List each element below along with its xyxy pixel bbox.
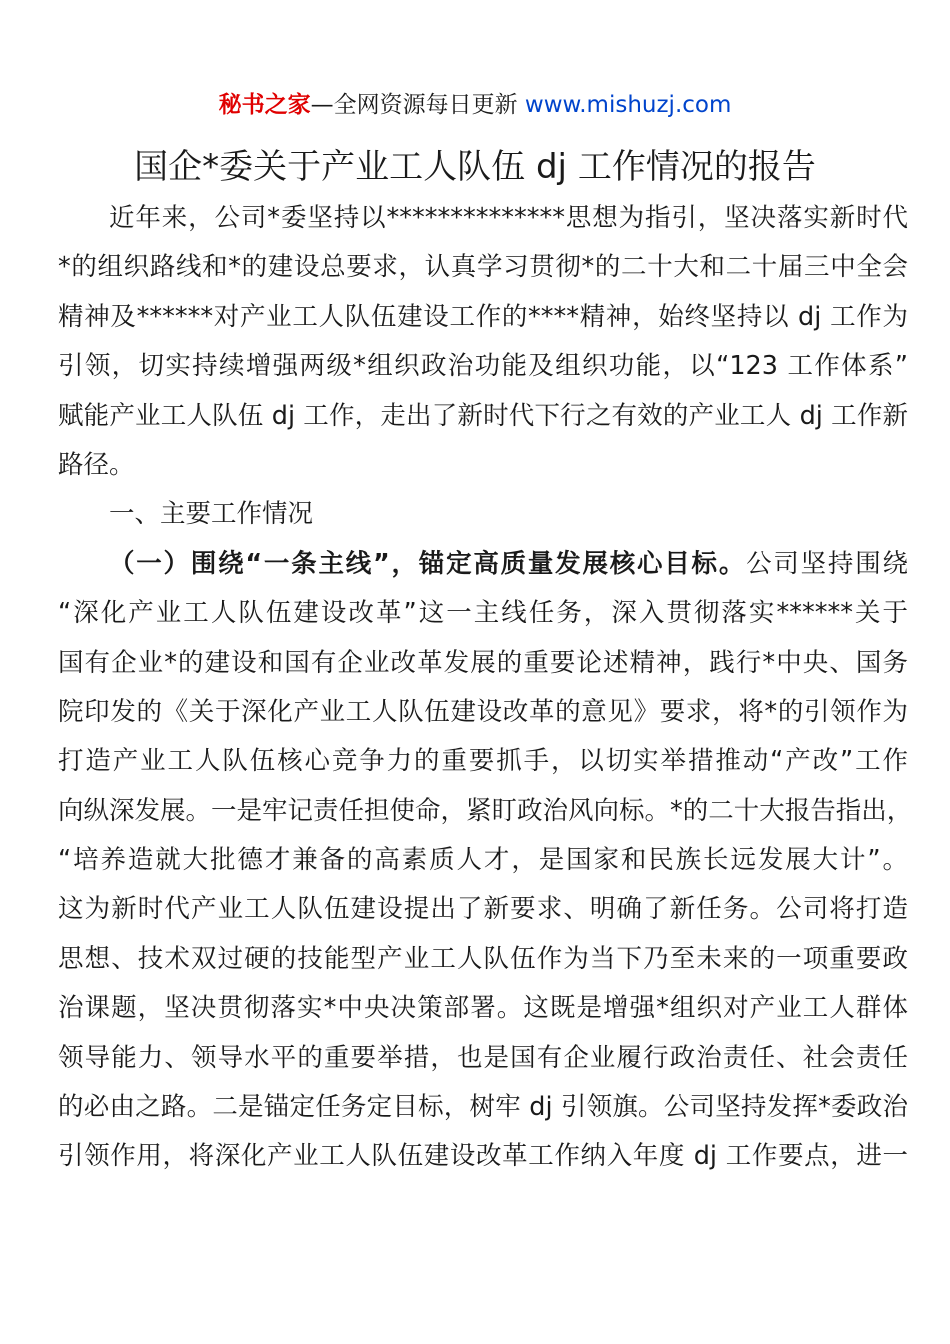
paragraph-line: 赋能产业工人队伍 dj 工作，走出了新时代下行之有效的产业工人 dj 工作新 <box>58 400 908 431</box>
brand-name: 秘书之家 <box>218 92 311 118</box>
paragraph-text: 公司坚持围绕 <box>746 548 908 579</box>
paragraph-line: 引领作用，将深化产业工人队伍建设改革工作纳入年度 dj 工作要点，进一 <box>58 1141 908 1172</box>
paragraph-line: “深化产业工人队伍建设改革”这一主线任务，深入贯彻落实******关于 <box>58 598 908 629</box>
paragraph-line: 院印发的《关于深化产业工人队伍建设改革的意见》要求，将*的引领作为 <box>58 696 908 727</box>
subsection-heading: （一）围绕“一条主线”，锚定高质量发展核心目标。 <box>109 548 747 579</box>
paragraph-line: 精神及******对产业工人队伍建设工作的****精神，始终坚持以 dj 工作为 <box>58 301 908 332</box>
paragraph-line: 的必由之路。二是锚定任务定目标，树牢 dj 引领旗。公司坚持发挥*委政治 <box>58 1092 908 1123</box>
paragraph-line: 近年来，公司*委坚持以**************思想为指引，坚决落实新时代 <box>109 203 908 233</box>
paragraph-line: 思想、技术双过硬的技能型产业工人队伍作为当下乃至未来的一项重要政 <box>58 943 908 974</box>
paragraph-line: “培养造就大批德才兼备的高素质人才，是国家和民族长远发展大计”。 <box>58 845 908 876</box>
section-heading: 一、主要工作情况 <box>109 499 314 530</box>
paragraph-line: 这为新时代产业工人队伍建设提出了新要求、明确了新任务。公司将打造 <box>58 894 908 925</box>
paragraph-line: 路径。 <box>58 449 135 480</box>
header-tagline: —全网资源每日更新 <box>310 92 525 118</box>
paragraph-line: 国有企业*的建设和国有企业改革发展的重要论述精神，践行*中央、国务 <box>58 647 908 678</box>
paragraph-line: 治课题，坚决贯彻落实*中央决策部署。这既是增强*组织对产业工人群体 <box>58 993 908 1024</box>
paragraph-line: 打造产业工人队伍核心竞争力的重要抓手，以切实举措推动“产改”工作 <box>58 746 908 777</box>
paragraph-line: 领导能力、领导水平的重要举措，也是国有企业履行政治责任、社会责任 <box>58 1042 908 1073</box>
site-url[interactable]: www.mishuzj.com <box>524 92 732 118</box>
paragraph-line: 引领，切实持续增强两级*组织政治功能及组织功能，以“123 工作体系” <box>58 351 908 382</box>
paragraph-line: 向纵深发展。一是牢记责任担使命，紧盯政治风向标。*的二十大报告指出， <box>58 795 913 826</box>
document-body <box>58 194 913 1182</box>
paragraph-line: *的组织路线和*的建设总要求，认真学习贯彻*的二十大和二十届三中全会 <box>58 252 908 283</box>
site-header <box>0 88 950 122</box>
subsection-line <box>58 540 908 589</box>
document-title: 国企*委关于产业工人队伍 dj 工作情况的报告 <box>134 147 816 187</box>
